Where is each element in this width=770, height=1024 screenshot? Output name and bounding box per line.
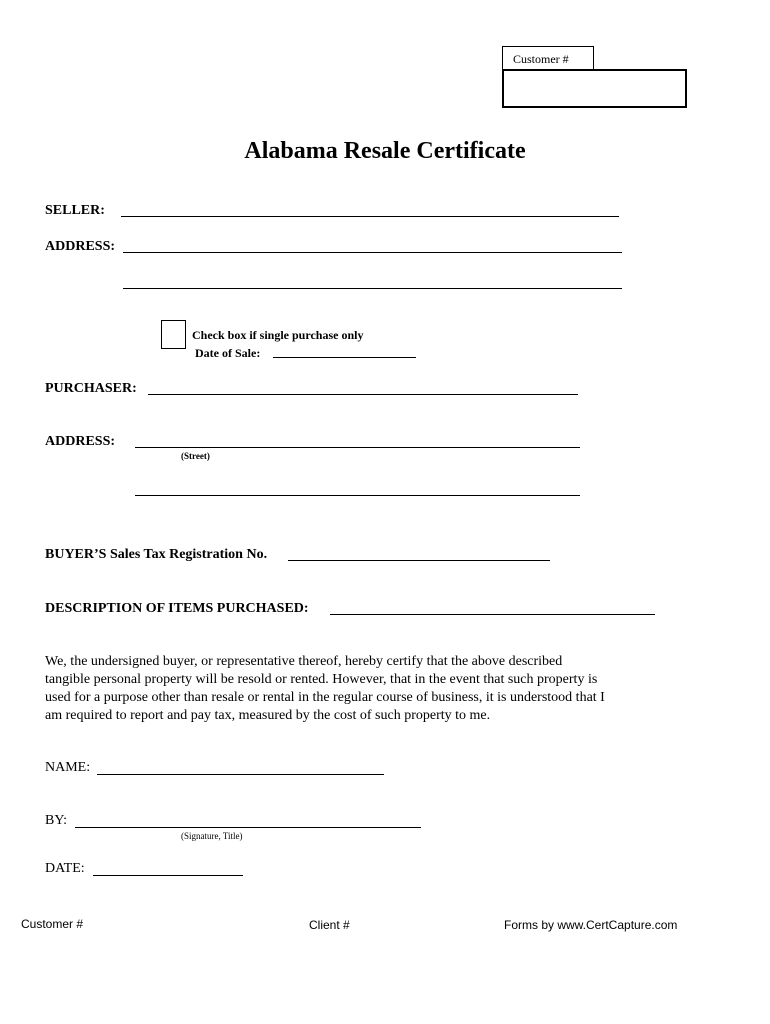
- certification-line: used for a purpose other than resale or rental in the regular course of business, it is understood that I: [45, 690, 605, 705]
- tax-registration-label: BUYER’S Sales Tax Registration No.: [45, 547, 268, 562]
- purchaser-field[interactable]: [148, 394, 578, 395]
- seller-address-line2[interactable]: [123, 288, 622, 289]
- date-of-sale-label: Date of Sale:: [195, 346, 261, 360]
- certification-line: tangible personal property will be resold or rented. However, that in the event that such property is: [45, 672, 598, 687]
- single-purchase-label: Check box if single purchase only: [192, 328, 364, 342]
- signature-field[interactable]: [75, 827, 421, 828]
- seller-field[interactable]: [121, 216, 619, 217]
- single-purchase-checkbox[interactable]: [161, 320, 186, 349]
- date-field[interactable]: [93, 875, 243, 876]
- purchaser-address-street-field[interactable]: [135, 447, 580, 448]
- name-label: NAME:: [45, 760, 91, 775]
- footer-customer-number: Customer #: [21, 917, 84, 931]
- certification-line: We, the undersigned buyer, or representative thereof, hereby certify that the above described: [45, 654, 563, 669]
- tax-registration-field[interactable]: [288, 560, 550, 561]
- footer-client-number: Client #: [309, 918, 350, 932]
- by-label: BY:: [45, 813, 68, 828]
- date-of-sale-field[interactable]: [273, 357, 416, 358]
- certification-text: [45, 653, 665, 725]
- date-label: DATE:: [45, 861, 85, 876]
- items-description-label: DESCRIPTION OF ITEMS PURCHASED:: [45, 601, 309, 616]
- customer-number-tab-label: Customer #: [513, 52, 569, 66]
- purchaser-address-label: ADDRESS:: [45, 434, 116, 449]
- items-description-field[interactable]: [330, 614, 655, 615]
- name-field[interactable]: [97, 774, 384, 775]
- seller-address-label: ADDRESS:: [45, 239, 116, 254]
- street-caption: (Street): [181, 451, 210, 461]
- signature-title-caption: (Signature, Title): [181, 831, 243, 841]
- purchaser-label: PURCHASER:: [45, 381, 137, 396]
- certification-line: am required to report and pay tax, measured by the cost of such property to me.: [45, 708, 491, 723]
- footer-credit: Forms by www.CertCapture.com: [504, 918, 678, 932]
- purchaser-address-line2-field[interactable]: [135, 495, 580, 496]
- customer-number-tab: [502, 46, 594, 69]
- seller-label: SELLER:: [45, 203, 105, 218]
- page-title: Alabama Resale Certificate: [244, 138, 526, 164]
- customer-number-field[interactable]: [502, 69, 687, 108]
- seller-address-line1[interactable]: [123, 252, 622, 253]
